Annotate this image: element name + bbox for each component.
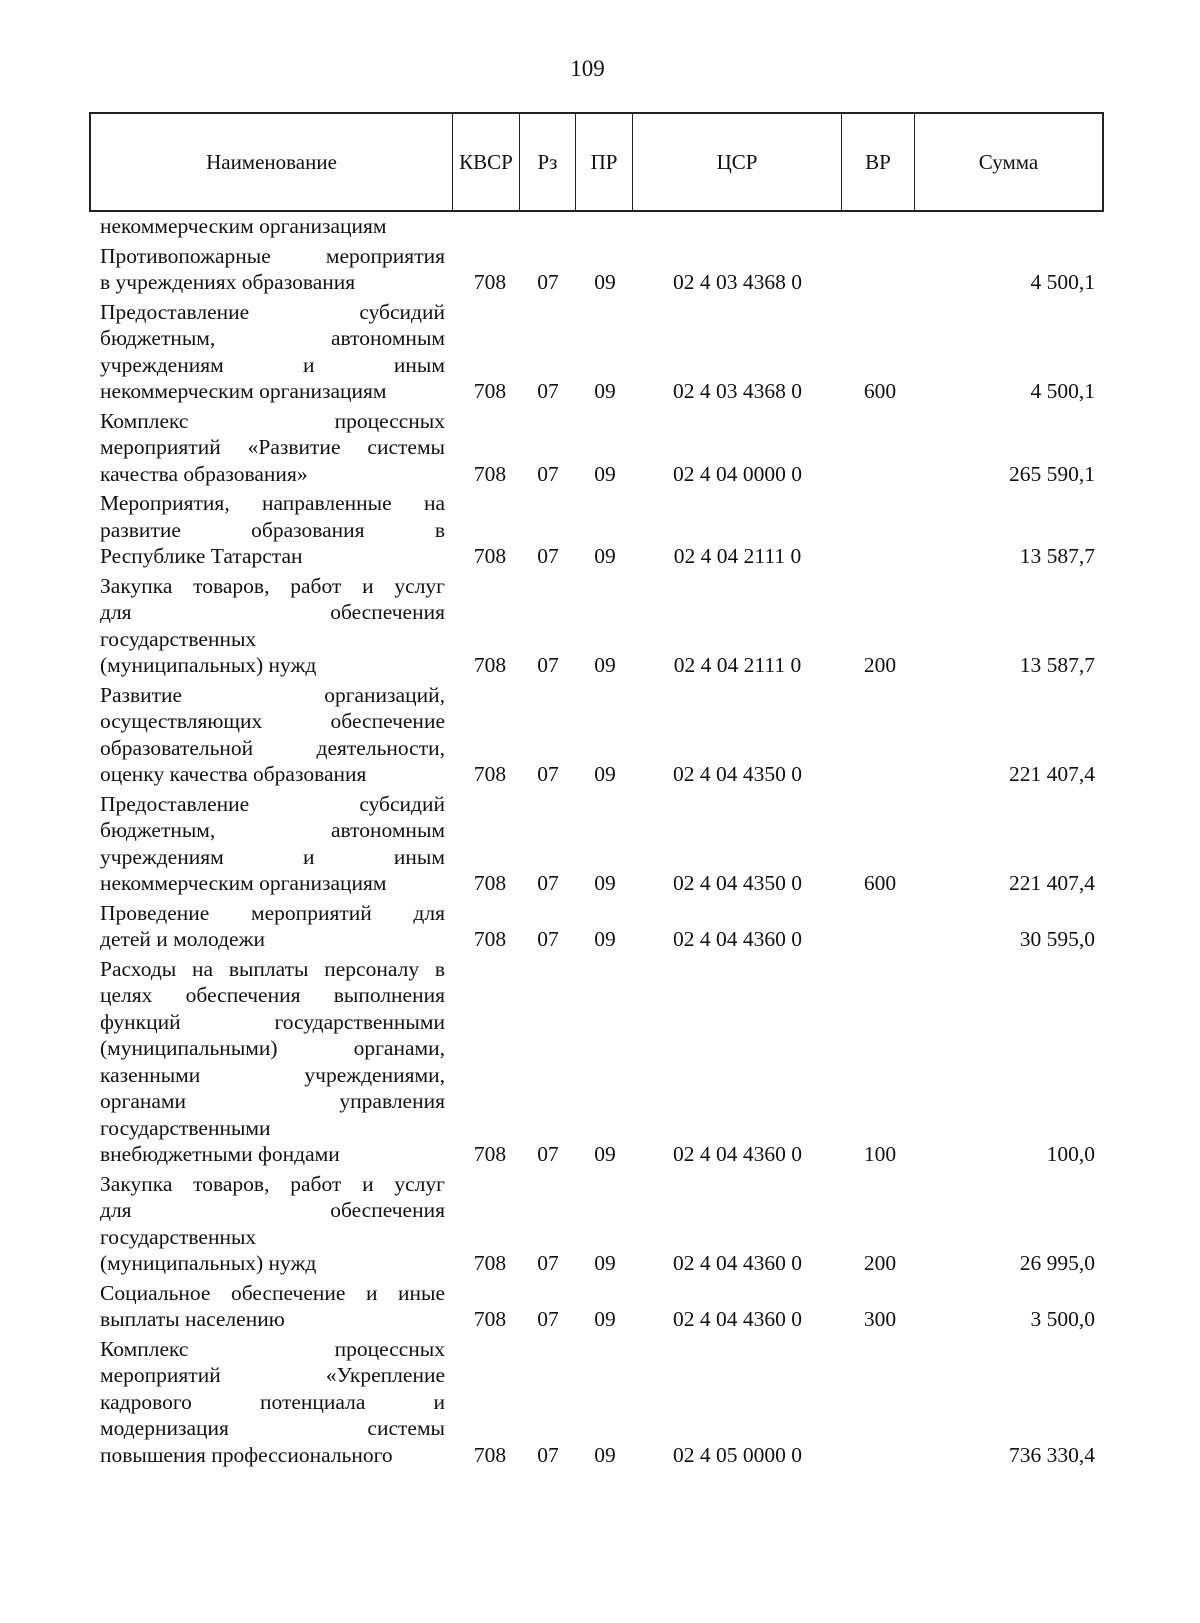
row-csr: 02 4 04 4360 0 <box>673 1142 802 1166</box>
table-row <box>0 900 1200 953</box>
row-name-line: внебюджетными фондами <box>100 1142 340 1166</box>
row-name-line: Предоставление субсидий <box>100 791 445 816</box>
table-row <box>0 573 1200 679</box>
page-number: 109 <box>570 56 605 81</box>
row-name-line: Предоставление субсидий <box>100 299 445 324</box>
table-row <box>0 956 1200 1168</box>
table-row <box>0 299 1200 405</box>
table-row <box>0 682 1200 788</box>
row-vr: 600 <box>863 379 897 403</box>
row-name-line: модернизация системы <box>100 1416 445 1440</box>
row-vr: 100 <box>863 1142 897 1166</box>
row-vr: 200 <box>863 1251 897 1275</box>
header-csr: ЦСР <box>633 114 842 210</box>
row-kvsr: 708 <box>473 927 507 951</box>
row-name <box>100 213 445 240</box>
row-name-line: органами управления <box>100 1089 445 1113</box>
row-name-line: учреждениям и иным <box>100 352 445 377</box>
row-name-line: функций государственными <box>100 1009 445 1034</box>
row-name-line: некоммерческим организациям <box>100 379 387 403</box>
row-rz: 07 <box>537 1251 559 1275</box>
row-name-line: осуществляющих обеспечение <box>100 709 445 733</box>
row-sum: 13 587,7 <box>1019 653 1095 677</box>
row-kvsr: 708 <box>473 1142 507 1166</box>
table-row <box>0 1171 1200 1277</box>
row-csr: 02 4 03 4368 0 <box>673 270 802 294</box>
row-name-line: Противопожарные мероприятия <box>100 243 445 268</box>
row-kvsr: 708 <box>473 871 507 895</box>
table-body <box>0 213 1200 1471</box>
row-sum: 4 500,1 <box>1030 379 1095 403</box>
row-name-line: детей и молодежи <box>100 927 265 951</box>
row-rz: 07 <box>537 1142 559 1166</box>
table-row <box>0 1336 1200 1469</box>
row-pr: 09 <box>594 1307 616 1331</box>
table-row <box>0 213 1200 240</box>
row-name-line: Комплекс процессных <box>100 408 445 433</box>
row-name-line: государственными <box>100 1115 271 1140</box>
row-pr: 09 <box>594 1442 616 1467</box>
row-name-line: Расходы на выплаты персоналу в <box>100 956 445 981</box>
row-name <box>100 1280 445 1333</box>
row-pr: 09 <box>594 270 616 294</box>
row-csr: 02 4 04 4360 0 <box>673 1307 802 1331</box>
row-name-line: оценку качества образования <box>100 762 367 786</box>
row-name <box>100 682 445 788</box>
row-kvsr: 708 <box>473 653 507 677</box>
row-rz: 07 <box>537 927 559 951</box>
row-pr: 09 <box>594 927 616 951</box>
row-kvsr: 708 <box>473 762 507 786</box>
row-name <box>100 299 445 405</box>
row-vr: 200 <box>863 653 897 677</box>
row-name-line: Социальное обеспечение и иные <box>100 1280 445 1305</box>
row-kvsr: 708 <box>473 1251 507 1275</box>
row-name-line: образовательной деятельности, <box>100 735 445 760</box>
row-rz: 07 <box>537 379 559 403</box>
row-kvsr: 708 <box>473 379 507 403</box>
row-rz: 07 <box>537 1442 559 1467</box>
row-name-line: выплаты населению <box>100 1307 285 1331</box>
row-name-line: качества образования» <box>100 461 308 486</box>
row-name <box>100 243 445 296</box>
row-name-line: для обеспечения <box>100 600 445 624</box>
row-pr: 09 <box>594 379 616 403</box>
row-pr: 09 <box>594 762 616 786</box>
row-csr: 02 4 05 0000 0 <box>673 1442 802 1467</box>
row-name-line: государственных <box>100 1224 257 1249</box>
row-kvsr: 708 <box>473 544 507 568</box>
row-sum: 221 407,4 <box>1009 762 1095 786</box>
table-row <box>0 243 1200 296</box>
row-name <box>100 791 445 897</box>
table-row <box>0 490 1200 570</box>
row-rz: 07 <box>537 1307 559 1331</box>
row-sum: 26 995,0 <box>1019 1251 1095 1275</box>
row-sum: 3 500,0 <box>1030 1307 1095 1331</box>
header-kvsr: КВСР <box>453 114 520 210</box>
row-name <box>100 573 445 679</box>
row-name-line: (муниципальных) нужд <box>100 1251 317 1275</box>
row-vr: 600 <box>863 871 897 895</box>
row-csr: 02 4 04 2111 0 <box>673 653 802 677</box>
row-name-line: Комплекс процессных <box>100 1336 445 1361</box>
row-name-line: государственных <box>100 626 257 651</box>
header-pr: ПР <box>576 114 633 210</box>
row-pr: 09 <box>594 1142 616 1166</box>
row-name-line: казенными учреждениями, <box>100 1062 445 1087</box>
row-name <box>100 1171 445 1277</box>
table-row <box>0 408 1200 488</box>
row-sum: 265 590,1 <box>1009 461 1095 486</box>
row-sum: 100,0 <box>1046 1142 1095 1166</box>
row-name <box>100 900 445 953</box>
row-sum: 30 595,0 <box>1019 927 1095 951</box>
row-kvsr: 708 <box>473 1307 507 1331</box>
row-name-line: повышения профессионального <box>100 1442 393 1467</box>
row-name-line: мероприятий «Укрепление <box>100 1363 445 1387</box>
row-csr: 02 4 04 2111 0 <box>673 544 802 568</box>
row-name-line: бюджетным, автономным <box>100 818 445 842</box>
header-sum: Сумма <box>978 149 1039 174</box>
row-name <box>100 490 445 570</box>
row-name-line: Мероприятия, направленные на <box>100 491 445 515</box>
row-name-line: развитие образования в <box>100 517 445 542</box>
row-name <box>100 408 445 488</box>
row-rz: 07 <box>537 653 559 677</box>
row-name-line: Проведение мероприятий для <box>100 900 445 925</box>
header-name: Наименование <box>91 114 453 210</box>
row-csr: 02 4 04 4350 0 <box>673 871 802 895</box>
table-header <box>89 112 1104 212</box>
row-name-line: мероприятий «Развитие системы <box>100 435 445 459</box>
row-csr: 02 4 04 4360 0 <box>673 927 802 951</box>
row-pr: 09 <box>594 871 616 895</box>
row-csr: 02 4 04 4360 0 <box>673 1251 802 1275</box>
row-pr: 09 <box>594 1251 616 1275</box>
row-csr: 02 4 04 0000 0 <box>673 461 802 486</box>
row-sum: 736 330,4 <box>1009 1442 1095 1467</box>
row-vr: 300 <box>863 1307 897 1331</box>
row-rz: 07 <box>537 762 559 786</box>
header-vr: ВР <box>842 114 915 210</box>
row-sum: 13 587,7 <box>1019 544 1095 568</box>
row-kvsr: 708 <box>473 270 507 294</box>
row-pr: 09 <box>594 461 616 486</box>
row-csr: 02 4 03 4368 0 <box>673 379 802 403</box>
row-name-line: некоммерческим организациям <box>100 871 387 895</box>
header-rz: Рз <box>520 114 576 210</box>
row-name-line: кадрового потенциала и <box>100 1389 445 1414</box>
row-sum: 4 500,1 <box>1030 270 1095 294</box>
row-csr: 02 4 04 4350 0 <box>673 762 802 786</box>
row-name-line: целях обеспечения выполнения <box>100 983 445 1007</box>
row-name <box>100 1336 445 1469</box>
row-name-line: Республике Татарстан <box>100 544 303 568</box>
row-name-line: Развитие организаций, <box>100 682 445 707</box>
table-row <box>0 791 1200 897</box>
row-pr: 09 <box>594 544 616 568</box>
row-name <box>100 956 445 1168</box>
row-name-line: (муниципальных) нужд <box>100 653 317 677</box>
row-sum: 221 407,4 <box>1009 871 1095 895</box>
row-kvsr: 708 <box>473 1442 507 1467</box>
row-name-line: бюджетным, автономным <box>100 326 445 350</box>
row-name-line: для обеспечения <box>100 1198 445 1222</box>
row-rz: 07 <box>537 270 559 294</box>
row-rz: 07 <box>537 461 559 486</box>
row-name-line: в учреждениях образования <box>100 270 356 294</box>
row-rz: 07 <box>537 544 559 568</box>
row-name-line: Закупка товаров, работ и услуг <box>100 573 445 598</box>
row-pr: 09 <box>594 653 616 677</box>
row-name-line: некоммерческим организациям <box>100 214 387 238</box>
row-name-line: учреждениям и иным <box>100 844 445 869</box>
row-name-line: (муниципальными) органами, <box>100 1036 445 1060</box>
row-name-line: Закупка товаров, работ и услуг <box>100 1171 445 1196</box>
table-row <box>0 1280 1200 1333</box>
row-rz: 07 <box>537 871 559 895</box>
row-kvsr: 708 <box>473 461 507 486</box>
